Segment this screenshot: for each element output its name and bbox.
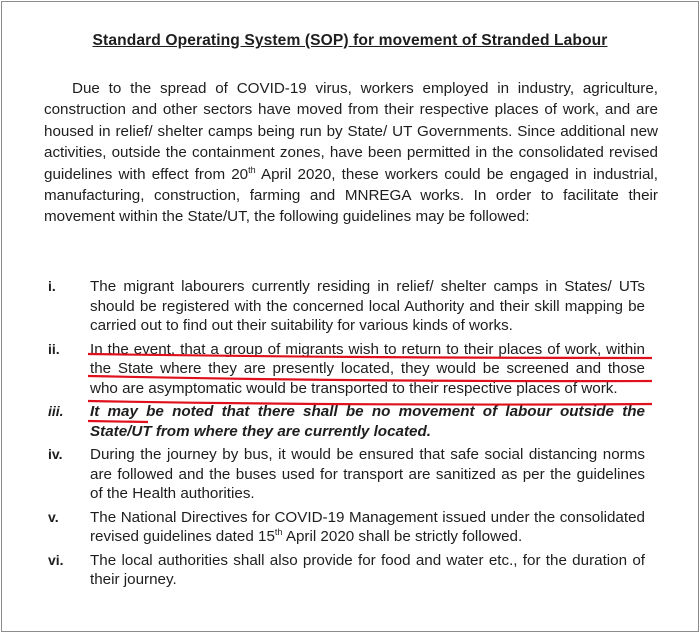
intro-text-part1: Due to the spread of COVID-19 virus, workers employed in industry, agriculture, construction and other sectors have moved from their respective places of work, and are housed in relief/ shelter camps being run by State/ UT Governments. Since additional new activities, outside the containment zones, have been permitted in the consolidated revised guidelines with effect from 20 xyxy=(44,80,658,183)
list-item-vi xyxy=(2,551,700,590)
item-text-part1: The National Directives for COVID-19 Management issued under the consolidated revised guidelines dated 15 xyxy=(90,508,645,545)
item-text-underlined: In the event, that a group of migrants wish to return to their places of work, within the State where they are presently located, they would be screened and those who are asymptomatic would be transported to their respective places of work. xyxy=(90,340,645,397)
list-item-iv xyxy=(2,445,700,504)
guidelines-list xyxy=(2,277,700,594)
item-number: i. xyxy=(48,278,56,294)
list-item-i xyxy=(2,277,700,336)
item-number: ii. xyxy=(48,340,60,357)
item-text-part2: April 2020 shall be strictly followed. xyxy=(282,528,523,545)
document-title: Standard Operating System (SOP) for movement of Stranded Labour xyxy=(92,32,608,49)
item-number: vi. xyxy=(48,551,64,568)
item-number: iii. xyxy=(48,403,64,419)
item-text: The local authorities shall also provide for food and water etc., for the duration of their journey. xyxy=(90,551,645,588)
item-text xyxy=(90,508,645,547)
item-number: iv. xyxy=(48,446,63,462)
intro-text-part2: April 2020, these workers could be engaged in industrial, manufacturing, construction, farming and MNREGA works. In order to facilitate their movement within the State/UT, the following guidelines may be followed: xyxy=(44,165,658,226)
item-text: It may be noted that there shall be no movement of labour outside the State/UT from where they are currently located. xyxy=(90,403,645,440)
intro-superscript: th xyxy=(248,164,256,175)
item-text: During the journey by bus, it would be ensured that safe social distancing norms are followed and the buses used for transport are sanitized as per the guidelines of the Health authorities. xyxy=(90,446,645,502)
item-text: The migrant labourers currently residing in relief/ shelter camps in States/ UTs should be registered with the concerned local Authority and their skill mapping be carried out to find out their suitability for various kinds of works. xyxy=(90,278,645,334)
item-superscript: th xyxy=(274,526,283,537)
intro-paragraph xyxy=(44,78,658,228)
item-number: v. xyxy=(48,508,59,525)
list-item-iii xyxy=(2,402,700,441)
list-item-ii xyxy=(2,340,700,399)
document-page xyxy=(1,1,699,632)
list-item-v xyxy=(2,508,700,547)
